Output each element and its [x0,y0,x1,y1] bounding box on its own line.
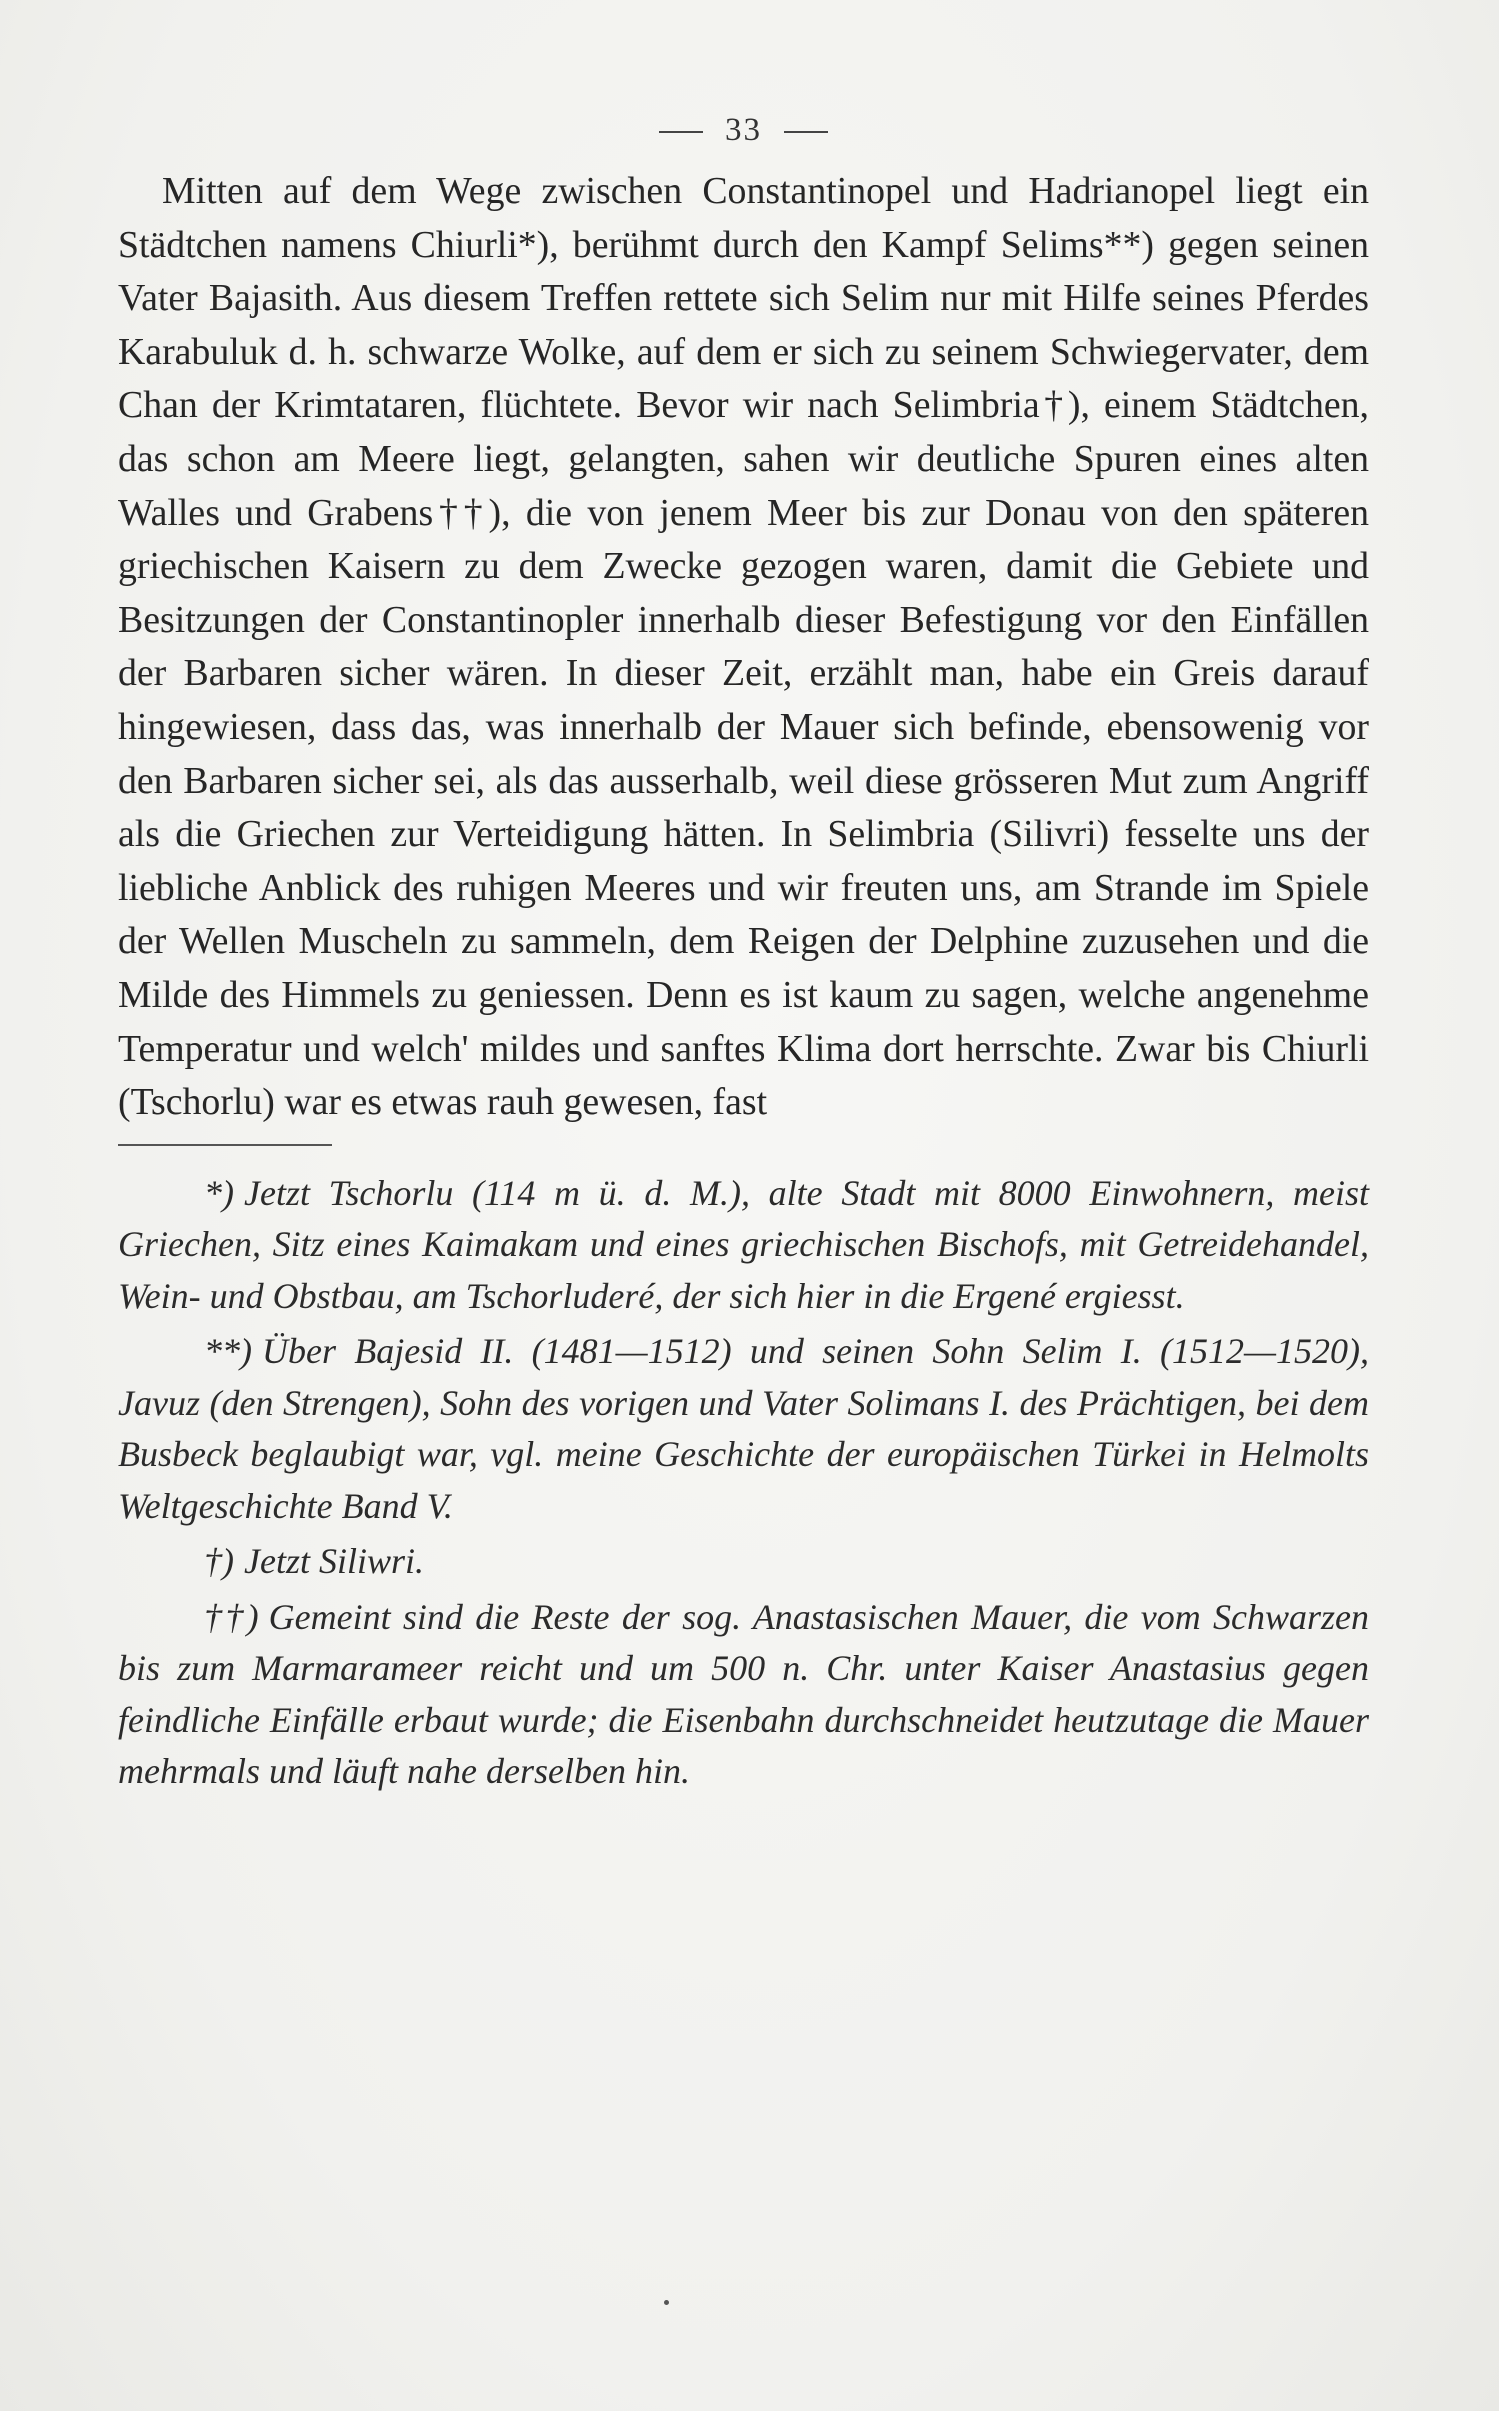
page-number: 33 [725,112,762,148]
footnote-separator [118,1144,332,1146]
body-text [118,165,1369,1130]
footnotes [118,1168,1369,1798]
footnote-text: Über Bajesid II. (1481—1512) und seinen Sohn Selim I. (1512—1520), Javuz (den Strengen), Sohn des vorigen und Vater Solimans I. des Prächtigen, bei dem Busbeck beglaubigt war, vgl. meine Geschichte der europäischen Türkei in Helmolts Weltgeschichte Band V. [118,1331,1369,1526]
footnote-mark: ††) [204,1596,259,1637]
body-paragraph: Mitten auf dem Wege zwischen Constantinopel und Hadrianopel liegt ein Städtchen namens Chiurli*), berühmt durch den Kampf Selims**) gegen seinen Vater Bajasith. Aus diesem Treffen rettete sich Selim nur mit Hilfe seines Pferdes Karabuluk d. h. schwarze Wolke, auf dem er sich zu seinem Schwiegervater, dem Chan der Krimtataren, flüchtete. Bevor wir nach Selimbria†), einem Städtchen, das schon am Meere liegt, gelangten, sahen wir deutliche Spuren eines alten Walles und Grabens††), die von jenem Meer bis zur Donau von den späteren griechischen Kaisern zu dem Zwecke gezogen waren, damit die Gebiete und Besitzungen der Constantinopler innerhalb dieser Befestigung vor den Einfällen der Barbaren sicher wären. In dieser Zeit, erzählt man, habe ein Greis darauf hingewiesen, dass das, was innerhalb der Mauer sich befinde, ebensowenig vor den Barbaren sicher sei, als das ausserhalb, weil diese grösseren Mut zum Angriff als die Griechen zur Verteidigung hätten. In Selimbria (Silivri) fesselte uns der liebliche Anblick des ruhigen Meeres und wir freuten uns, am Strande im Spiele der Wellen Muscheln zu sammeln, dem Reigen der Delphine zuzusehen und die Milde des Himmels zu geniessen. Denn es ist kaum zu sagen, welche angenehme Temperatur und welch' mildes und sanftes Klima dort herrschte. Zwar bis Chiurli (Tschorlu) war es etwas rauh gewesen, fast [118,170,1369,1124]
footnote-mark: †) [204,1541,234,1582]
footnote-text: Jetzt Tschorlu (114 m ü. d. M.), alte Stadt mit 8000 Einwohnern, meist Griechen, Sitz eines Kaimakam und eines griechischen Bischofs, mit Getreidehandel, Wein- und Obstbau, am Tschorluderé, der sich hier in die Ergené ergiesst. [118,1172,1369,1316]
page-number-header [118,95,1369,165]
footnote-text: Gemeint sind die Reste der sog. Anastasischen Mauer, die vom Schwarzen bis zum Marmarameer reicht und um 500 n. Chr. unter Kaiser Anastasius gegen feindliche Einfälle erbaut wurde; die Eisenbahn durchschneidet heutzutage die Mauer mehrmals und läuft nahe derselben hin. [118,1596,1369,1792]
footnote-mark: **) [204,1331,252,1372]
footnote-text: Jetzt Siliwri. [244,1541,424,1582]
footnote [118,1326,1369,1532]
ink-speck [664,2300,669,2305]
footnote [118,1536,1369,1588]
footnote-mark: *) [204,1172,234,1213]
footnote [118,1592,1369,1798]
dash-right [784,131,828,133]
footnote [118,1168,1369,1323]
dash-left [659,131,703,133]
